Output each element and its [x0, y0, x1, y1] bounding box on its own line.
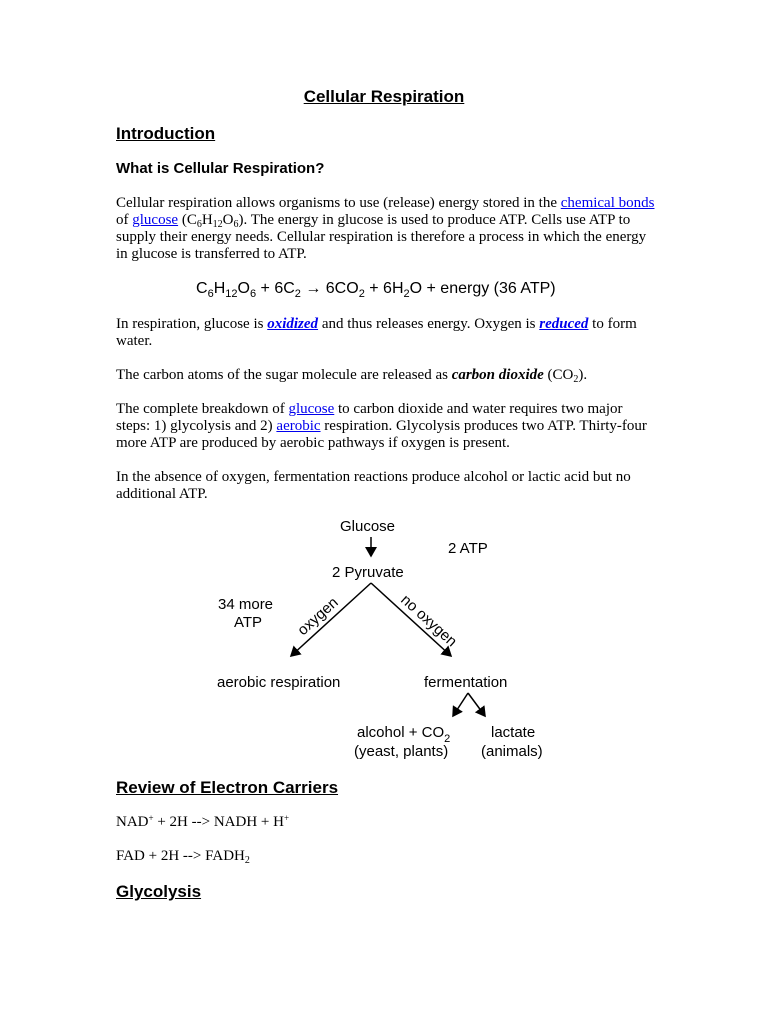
page-title: Cellular Respiration [303, 87, 465, 106]
subheading-what-is: What is Cellular Respiration? [116, 160, 325, 177]
paragraph-fermentation: In the absence of oxygen, fermentation reactions produce alcohol or lactic acid but no additional ATP. [116, 469, 631, 502]
section-heading-introduction: Introduction [116, 124, 216, 143]
diagram-lactate: lactate [491, 724, 536, 741]
diagram-2atp: 2 ATP [448, 540, 488, 557]
diagram-yeast: (yeast, plants) [354, 743, 449, 760]
equation-nad: NAD+ + 2H --> NADH + H+ [116, 813, 290, 830]
diagram-34more: 34 more [218, 596, 274, 613]
diagram-glucose: Glucose [340, 518, 396, 535]
respiration-equation: $C_6H_{12}O_6 + 6C_2 \to 6CO_2 + 6H_2O$ + energy (36 ATP) [196, 280, 556, 300]
link-glucose[interactable]: glucose [132, 212, 179, 228]
link-chemical-bonds[interactable]: chemical bonds [560, 195, 655, 211]
arrow-to-lactate [468, 693, 485, 716]
diagram-fermentation: fermentation [424, 674, 508, 691]
section-heading-electron-carriers: Review of Electron Carriers [116, 778, 339, 797]
arrow-to-alcohol [453, 693, 468, 716]
link-oxidized[interactable]: oxidized [267, 316, 319, 332]
diagram-oxygen: oxygen [294, 593, 342, 639]
diagram-animals: (animals) [481, 743, 543, 760]
link-reduced[interactable]: reduced [539, 316, 589, 332]
paragraph-breakdown: The complete breakdown of glucose to carbon dioxide and water requires two major steps: 1) glycolysis and 2) aerobic respiration. Glycolysis produces two ATP. Thirty-four more ATP are produced by aerobic pathways if oxygen is present. [116, 401, 647, 451]
link-glucose-2[interactable]: glucose [288, 401, 335, 417]
diagram-aerobic: aerobic respiration [217, 674, 341, 691]
paragraph-intro: Cellular respiration allows organisms to use (release) energy stored in the chemical bonds of glucose $(C_6H_{12}O_6)$. The energy in glucose is used to produce ATP. Cells use ATP to supply their energy needs. Cellular respiration is therefore a process in which the energy in glucose is transferred to ATP. [116, 195, 655, 262]
link-aerobic[interactable]: aerobic [276, 418, 321, 434]
paragraph-oxidation: In respiration, glucose is oxidized and thus releases energy. Oxygen is reduced to form water. [116, 316, 637, 349]
diagram-atp: ATP [234, 614, 263, 631]
section-heading-glycolysis: Glycolysis [116, 882, 202, 901]
paragraph-carbon: The carbon atoms of the sugar molecule are released as carbon dioxide $(CO_2)$. [116, 367, 588, 385]
equation-fad: FAD + 2H --> $FADH_2$ [116, 848, 250, 866]
diagram-alcohol: alcohol + $CO_2$ [357, 724, 451, 745]
diagram-pyruvate: 2 Pyruvate [332, 564, 404, 581]
respiration-flow-diagram [200, 510, 580, 765]
diagram-no-oxygen: no oxygen [397, 591, 461, 651]
